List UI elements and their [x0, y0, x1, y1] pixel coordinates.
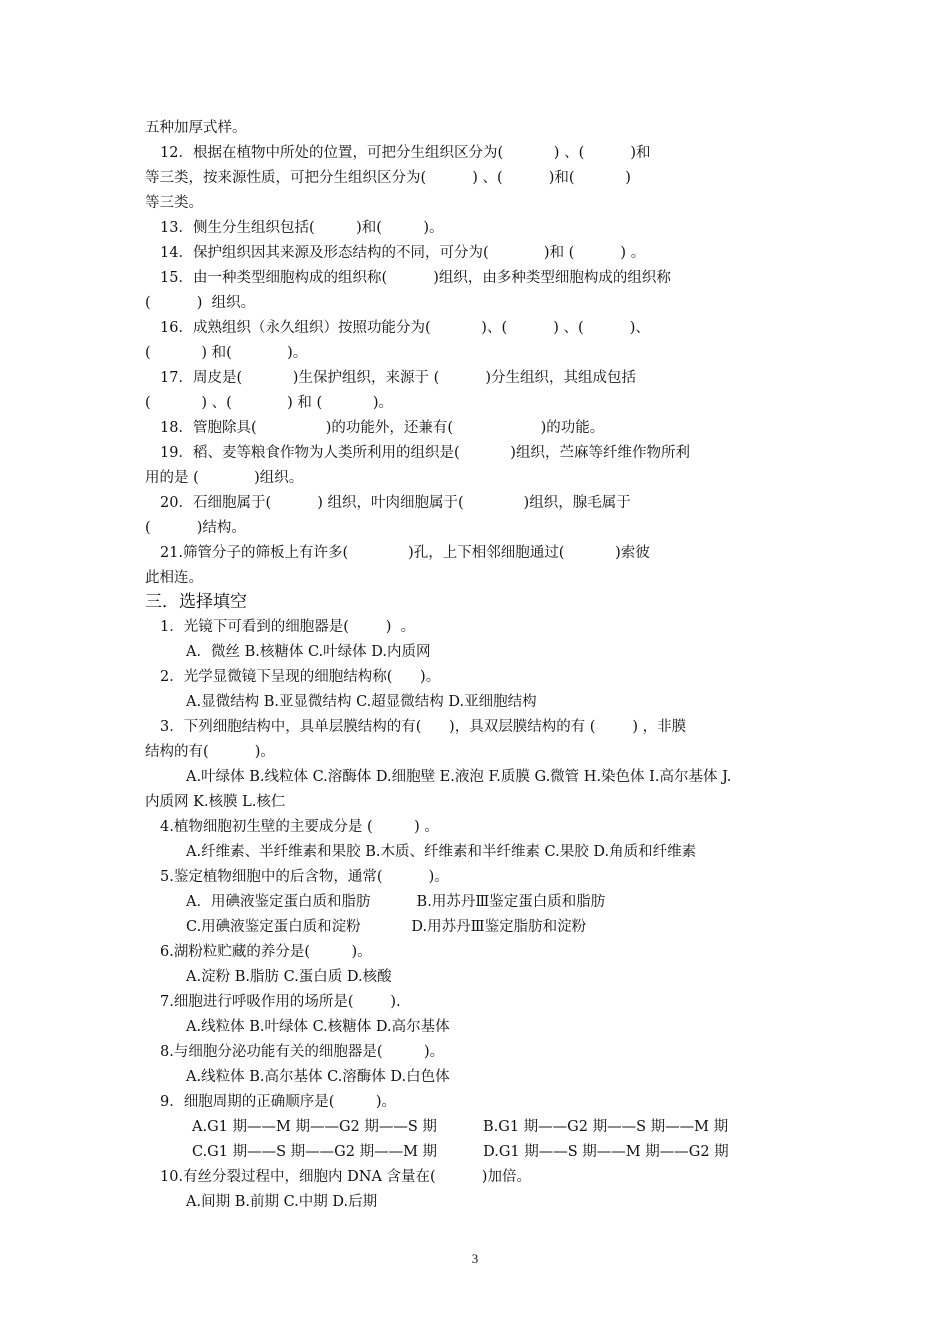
- text-line: 17．周皮是( )生保护组织，来源于 ( )分生组织，其组成包括: [160, 370, 636, 386]
- text-line: 14．保护组织因其来源及形态结构的不同，可分为( )和 ( ) 。: [160, 245, 646, 261]
- question-line: 5.鉴定植物细胞中的后含物，通常( )。: [160, 869, 449, 885]
- text-line: ( )结构。: [145, 520, 246, 536]
- options-line: A.纤维素、半纤维素和果胶 B.木质、纤维素和半纤维素 C.果胶 D.角质和纤维素: [186, 844, 697, 860]
- text-line: ( ) 组织。: [145, 295, 256, 311]
- question-line: 3．下列细胞结构中，具单层膜结构的有( )，具双层膜结构的有 ( ) ，非膜: [160, 719, 687, 735]
- options-line: A.淀粉 B.脂肪 C.蛋白质 D.核酸: [186, 969, 392, 985]
- text-line: 18．管胞除具( )的功能外，还兼有( )的功能。: [160, 420, 605, 436]
- text-line: 等三类，按来源性质，可把分生组织区分为( ) 、( )和( ): [145, 170, 631, 186]
- options-line: A.叶绿体 B.线粒体 C.溶酶体 D.细胞壁 E.液泡 F.质膜 G.微管 H.染色体 I.高尔基体 J.: [186, 769, 732, 785]
- text-line: 19．稻、麦等粮食作物为人类所利用的组织是( )组织，苎麻等纤维作物所利: [160, 445, 690, 461]
- question-line: 2．光学显微镜下呈现的细胞结构称( )。: [160, 669, 441, 685]
- text-line: 此相连。: [145, 570, 203, 586]
- text-line: 13．侧生分生组织包括( )和( )。: [160, 220, 444, 236]
- options-line: A.间期 B.前期 C.中期 D.后期: [186, 1194, 378, 1210]
- text-line: 五种加厚式样。: [145, 120, 247, 136]
- text-line: 12．根据在植物中所处的位置，可把分生组织区分为( ) 、( )和: [160, 145, 651, 161]
- text-line: 16．成熟组织（永久组织）按照功能分为( )、( ) 、( )、: [160, 320, 650, 336]
- text-line: ( ) 和( )。: [145, 345, 308, 361]
- options-line: A．微丝 B.核糖体 C.叶绿体 D.内质网: [186, 644, 431, 660]
- options-line: C.G1 期——S 期——G2 期——M 期 D.G1 期——S 期——M 期——G2 期: [192, 1144, 729, 1160]
- options-line: A.线粒体 B.叶绿体 C.核糖体 D.高尔基体: [186, 1019, 450, 1035]
- question-line: 7.细胞进行呼吸作用的场所是( ).: [160, 994, 401, 1010]
- question-line: 4.植物细胞初生壁的主要成分是 ( ) 。: [160, 819, 439, 835]
- text-line: 20．石细胞属于( ) 组织，叶肉细胞属于( )组织，腺毛属于: [160, 495, 631, 511]
- options-line: A.显微结构 B.亚显微结构 C.超显微结构 D.亚细胞结构: [186, 694, 537, 710]
- question-line: 10.有丝分裂过程中，细胞内 DNA 含量在( )加倍。: [160, 1169, 531, 1185]
- options-line: A．用碘液鉴定蛋白质和脂肪 B.用苏丹Ⅲ鉴定蛋白质和脂肪: [186, 894, 606, 910]
- section-heading: 三．选择填空: [145, 592, 247, 612]
- question-line: 结构的有( )。: [145, 744, 275, 760]
- options-line: C.用碘液鉴定蛋白质和淀粉 D.用苏丹Ⅲ鉴定脂肪和淀粉: [186, 919, 587, 935]
- text-line: 用的是 ( )组织。: [145, 470, 304, 486]
- options-line: A.线粒体 B.高尔基体 C.溶酶体 D.白色体: [186, 1069, 450, 1085]
- options-line: 内质网 K.核膜 L.核仁: [145, 794, 286, 810]
- options-line: A.G1 期——M 期——G2 期——S 期 B.G1 期——G2 期——S 期——M 期: [192, 1119, 729, 1135]
- question-line: 8.与细胞分泌功能有关的细胞器是( )。: [160, 1044, 445, 1060]
- question-line: 6.湖粉粒贮藏的养分是( )。: [160, 944, 372, 960]
- text-line: 等三类。: [145, 195, 203, 211]
- text-line: 21.筛管分子的筛板上有许多( )孔，上下相邻细胞通过( )索彼: [160, 545, 650, 561]
- question-line: 9．细胞周期的正确顺序是( )。: [160, 1094, 397, 1110]
- page-number: 3: [471, 1251, 479, 1266]
- question-line: 1．光镜下可看到的细胞器是( ) 。: [160, 619, 416, 635]
- text-line: 15．由一种类型细胞构成的组织称( )组织，由多种类型细胞构成的组织称: [160, 270, 671, 286]
- text-line: ( ) 、( ) 和 ( )。: [145, 395, 393, 411]
